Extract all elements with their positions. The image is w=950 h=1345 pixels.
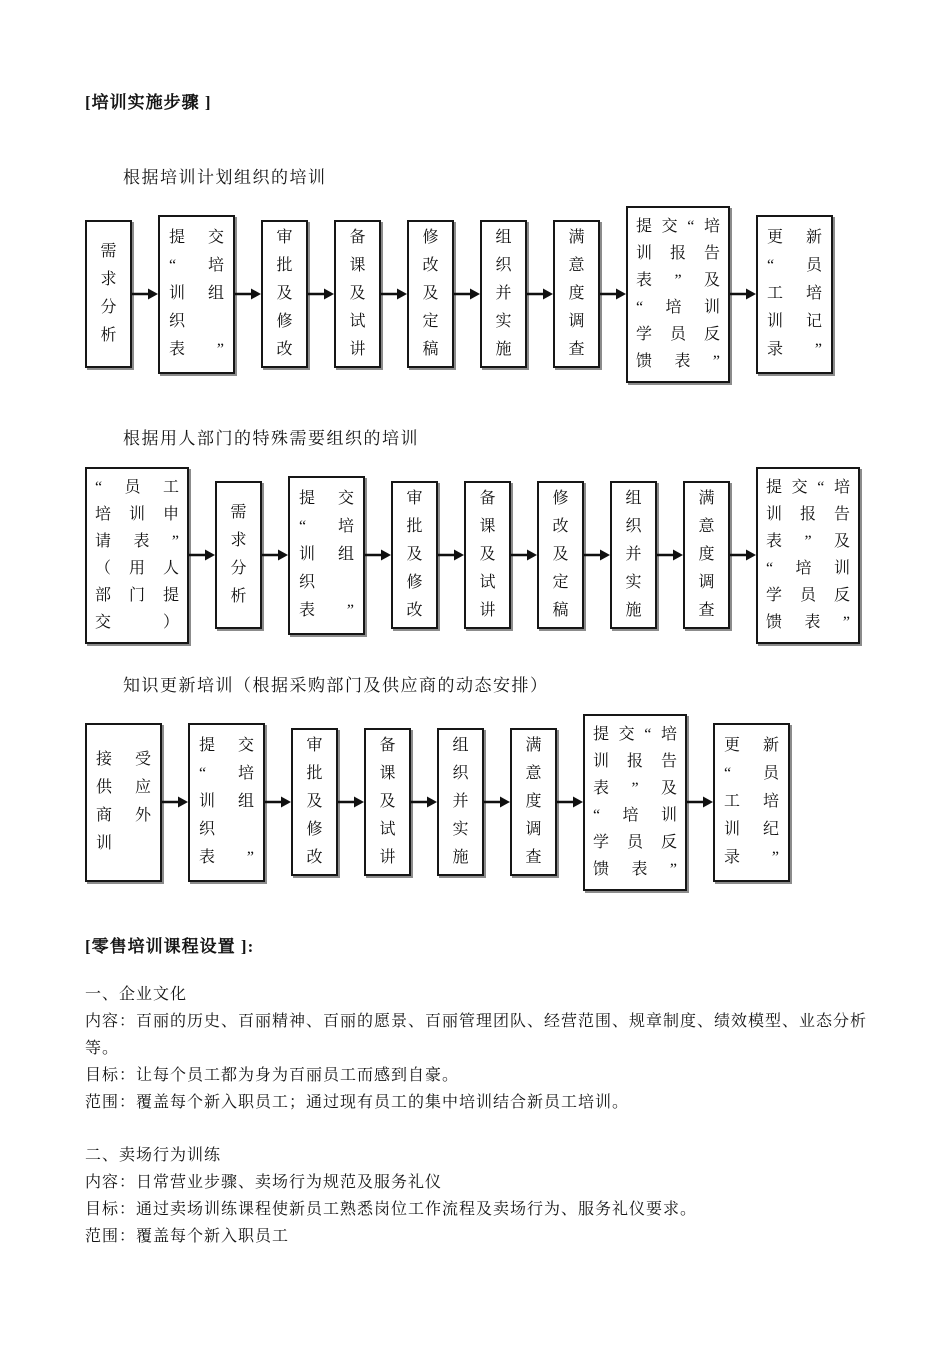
flow-arrow-icon [365, 548, 391, 562]
flowchart-row [85, 465, 950, 645]
flow-step-box [756, 215, 833, 374]
course-detail-line: 内容：日常营业步骤、卖场行为规范及服务礼仪 [85, 1174, 443, 1191]
flow-step-label: 更新 “员 工培 训纪 录” [724, 737, 779, 866]
flow-step-box [583, 714, 687, 891]
flow-step-box [407, 220, 454, 368]
flow-step-label: 更新 “员 工培 训记 录” [767, 229, 822, 358]
flowchart-title: 根据用人部门的特殊需要组织的培训 [123, 429, 419, 448]
flow-step-label: 需 求 分 析 [100, 243, 117, 344]
flow-arrow-icon [132, 287, 158, 301]
flow-step-label: 提交“培 训报告 表”及 “培训 学员反 馈表” [636, 218, 720, 370]
flow-step-box [364, 728, 411, 876]
flow-arrow-icon [411, 795, 437, 809]
flow-step-box [626, 206, 730, 383]
flow-step-label: “员工 培训申 请表” （用人 部门提 交） [95, 479, 179, 631]
course-detail-line: 等。 [85, 1040, 120, 1057]
flow-step-box [85, 220, 132, 368]
flow-step-box [510, 728, 557, 876]
flow-arrow-icon [511, 548, 537, 562]
flow-step-box [464, 481, 511, 629]
flow-arrow-icon [454, 287, 480, 301]
course-detail-line: 内容：百丽的历史、百丽精神、百丽的愿景、百丽管理团队、经营范围、规章制度、绩效模型、业态分析 [85, 1013, 868, 1030]
flow-arrow-icon [338, 795, 364, 809]
flow-step-label: 备 课 及 试 讲 [479, 490, 496, 619]
course-detail-line: 范围：覆盖每个新入职员工；通过现有员工的集中培训结合新员工培训。 [85, 1094, 630, 1111]
course-detail-line: 目标：让每个员工都为身为百丽员工而感到自豪。 [85, 1067, 460, 1084]
flowchart-title: 根据培训计划组织的培训 [123, 168, 327, 187]
flow-step-label: 需 求 分 析 [230, 504, 247, 605]
flowchart-row [85, 712, 950, 892]
flow-step-box [480, 220, 527, 368]
flow-arrow-icon [381, 287, 407, 301]
flow-arrow-icon [600, 287, 626, 301]
flow-step-box [334, 220, 381, 368]
course-detail-line: 范围：覆盖每个新入职员工 [85, 1228, 290, 1245]
flow-step-box [85, 723, 162, 882]
flow-step-label: 提交 “培 训组 织 表” [299, 490, 354, 619]
flow-step-label: 审 批 及 修 改 [406, 490, 423, 619]
flow-arrow-icon [657, 548, 683, 562]
flow-step-box [188, 723, 265, 882]
flowchart-row [85, 204, 950, 384]
flow-step-label: 组 织 并 实 施 [625, 490, 642, 619]
flow-step-box [553, 220, 600, 368]
flow-step-label: 提交 “培 训组 织 表” [169, 229, 224, 358]
section-heading-training-steps: [培训实施步骤 ] [85, 93, 212, 112]
flowchart-section-department [0, 384, 950, 645]
flow-step-label: 修 改 及 定 稿 [552, 490, 569, 619]
flow-step-label: 审 批 及 修 改 [276, 229, 293, 358]
flow-step-box [713, 723, 790, 882]
flow-arrow-icon [162, 795, 188, 809]
flowchart-section-knowledge-update [0, 645, 950, 892]
flow-step-label: 提交“培 训报告 表”及 “培训 学员反 馈表” [593, 726, 677, 878]
flow-step-label: 组 织 并 实 施 [495, 229, 512, 358]
course-detail-lines [85, 1169, 890, 1250]
section-heading-retail-courses: [零售培训课程设置 ]: [85, 937, 255, 956]
flow-arrow-icon [730, 548, 756, 562]
flow-step-box [291, 728, 338, 876]
flow-arrow-icon [235, 287, 261, 301]
flow-step-label: 满 意 度 调 查 [698, 490, 715, 619]
flow-step-box [756, 467, 860, 644]
flow-step-box [261, 220, 308, 368]
flow-arrow-icon [730, 287, 756, 301]
flow-step-label: 提交 “培 训组 织 表” [199, 737, 254, 866]
flow-step-box [215, 481, 262, 629]
flow-arrow-icon [687, 795, 713, 809]
flow-step-box [85, 467, 189, 644]
flow-arrow-icon [265, 795, 291, 809]
course-detail-lines [85, 1008, 890, 1116]
flow-step-label: 满 意 度 调 查 [525, 737, 542, 866]
course-section-store-behavior [0, 1142, 950, 1250]
flow-arrow-icon [262, 548, 288, 562]
course-detail-line: 目标：通过卖场训练课程使新员工熟悉岗位工作流程及卖场行为、服务礼仪要求。 [85, 1201, 698, 1218]
flowchart-title: 知识更新培训（根据采购部门及供应商的动态安排） [123, 676, 549, 695]
course-title: 二、卖场行为训练 [85, 1147, 222, 1164]
flowchart-section-plan [0, 113, 950, 384]
flow-arrow-icon [584, 548, 610, 562]
flow-step-box [391, 481, 438, 629]
flow-arrow-icon [484, 795, 510, 809]
flow-step-label: 满 意 度 调 查 [568, 229, 585, 358]
flow-arrow-icon [557, 795, 583, 809]
flow-step-box [683, 481, 730, 629]
flow-step-box [288, 476, 365, 635]
flow-step-label: 修 改 及 定 稿 [422, 229, 439, 358]
course-section-corporate-culture [0, 981, 950, 1116]
flow-arrow-icon [527, 287, 553, 301]
flow-step-label: 审 批 及 修 改 [306, 737, 323, 866]
flow-arrow-icon [189, 548, 215, 562]
flow-step-label: 备 课 及 试 讲 [379, 737, 396, 866]
flow-step-label: 提交“培 训报告 表”及 “培训 学员反 馈表” [766, 479, 850, 631]
flow-step-box [537, 481, 584, 629]
flow-step-box [437, 728, 484, 876]
flow-step-box [158, 215, 235, 374]
flow-step-label: 备 课 及 试 讲 [349, 229, 366, 358]
course-title: 一、企业文化 [85, 986, 188, 1003]
flow-step-label: 接受 供应 商外 训 [96, 751, 151, 852]
flow-arrow-icon [438, 548, 464, 562]
flow-step-box [610, 481, 657, 629]
flow-arrow-icon [308, 287, 334, 301]
flow-step-label: 组 织 并 实 施 [452, 737, 469, 866]
